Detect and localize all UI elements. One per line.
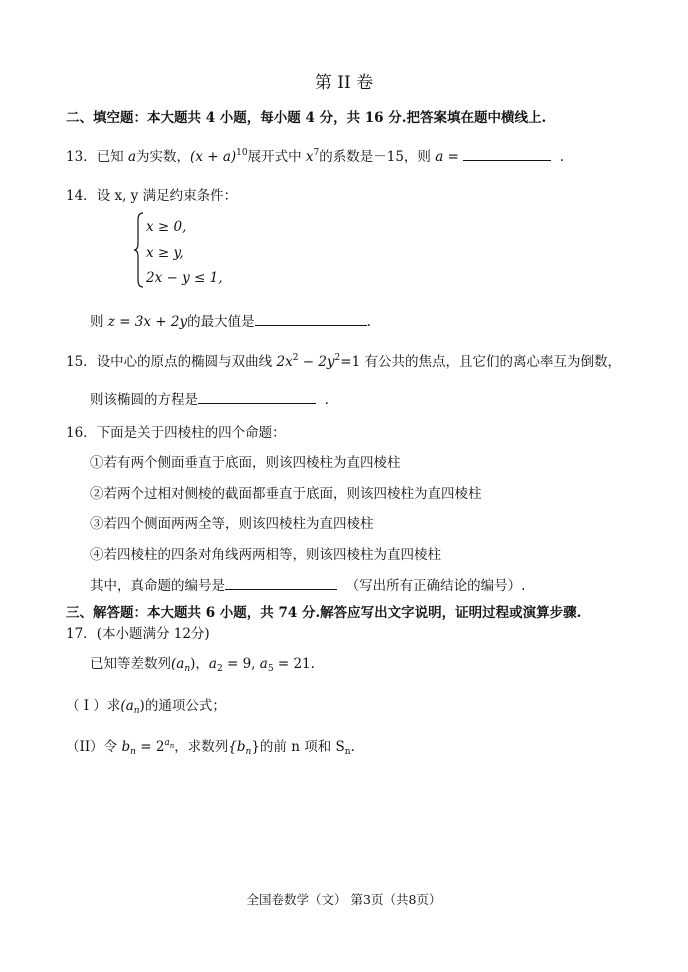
q17-a2: a (208, 656, 217, 672)
q17-given-text: 已知等差数列 (90, 656, 171, 672)
section-3-header: 三、解答题：本大题共 6 小题，共 74 分.解答应写出文字说明，证明过程或演算步骤. (66, 605, 582, 621)
q15-square-2: 2 (334, 353, 341, 363)
q14-expr: z = 3x + 2y (107, 314, 188, 330)
q17-part-1 (66, 694, 226, 714)
q17-a5-value: = 21. (273, 656, 315, 672)
q16-proposition-2: ②若两个过相对侧棱的截面都垂直于底面，则该四棱柱为直四棱柱 (90, 486, 482, 502)
q17-given (90, 652, 315, 672)
q13-x: x (305, 149, 314, 165)
q17-part1-an-sub: n (133, 706, 140, 716)
q13-text-1: 已知 (96, 149, 128, 165)
q17-part1-label: （ I ） (66, 698, 107, 714)
q14-answer-line (90, 310, 371, 330)
q16-answer-line (90, 574, 525, 594)
q13-number: 13． (66, 149, 97, 165)
q17-an-open: (a (171, 656, 185, 672)
q13-equals: = (443, 149, 464, 165)
q13-text-4: 的系数是－15，则 (319, 149, 436, 165)
q16-proposition-4: ④若四棱柱的四条对角线两两相等，则该四棱柱为直四棱柱 (90, 547, 441, 563)
question-15 (66, 350, 621, 370)
q16-text-2: （写出所有正确结论的编号）. (345, 578, 526, 594)
constraint-1: x ≥ 0, (146, 219, 187, 235)
q17-part1-text-1: 求 (106, 698, 121, 714)
q17-bn-sub: n (130, 747, 136, 757)
q15-answer-blank (198, 389, 316, 404)
q17-number: 17． (66, 626, 97, 642)
q17-bn: b (121, 739, 131, 755)
q17-a5: a (259, 656, 268, 672)
q15-text-2: 有公共的焦点，且它们的离心率互为倒数， (360, 354, 621, 370)
q14-number: 14． (66, 188, 97, 204)
q13-var-a-2: a (435, 149, 444, 165)
q13-exponent: 10 (236, 148, 248, 158)
q17-bn-set-close: } (251, 739, 260, 755)
constraint-2: x ≥ y, (146, 245, 184, 261)
q15-number: 15． (66, 354, 97, 370)
q13-answer-blank (463, 146, 551, 161)
q16-intro: 下面是关于四棱柱的四个命题： (96, 425, 286, 441)
q13-text-2: 为实数， (136, 149, 191, 165)
q17-an-sub: n (184, 664, 191, 674)
q13-exponent-7: 7 (313, 148, 320, 158)
q17-sn-sub: n (344, 747, 351, 757)
q13-text-3: 展开式中 (247, 149, 306, 165)
q17-part2-label: （II） (66, 739, 104, 755)
q15-expr-1: 2x (276, 354, 293, 370)
section-2-header: 二、填空题：本大题共 4 小题，每小题 4 分，共 16 分.把答案填在题中横线上. (66, 110, 547, 126)
q13-end: . (559, 149, 565, 165)
constraint-3: 2x − y ≤ 1, (146, 270, 223, 286)
question-13 (66, 145, 564, 165)
q17-part1-an-close: ) (139, 698, 145, 714)
q14-intro: 设 x, y 满足约束条件： (96, 188, 238, 204)
left-brace-icon (134, 212, 144, 288)
q17-part2-text-2: ，求数列 (174, 739, 229, 755)
page-footer: 全国卷数学（文） 第3页（共8页） (246, 892, 442, 907)
q15-expr-3: =1 (340, 354, 361, 370)
q16-number: 16． (66, 425, 97, 441)
q17-bn-set-open: {b (228, 739, 246, 755)
q14-answer-blank (255, 311, 367, 326)
q16-text-1: 其中，真命题的编号是 (90, 578, 225, 594)
q17-a2-value: = 9, (222, 656, 260, 672)
q14-text-2: 的最大值是 (187, 314, 255, 330)
q17-an-close: ) (190, 656, 196, 672)
q17-a5-sub: 5 (267, 664, 274, 674)
q15-text-1: 设中心的原点的椭圆与双曲线 (96, 354, 277, 370)
q16-proposition-3: ③若四个侧面两两全等，则该四棱柱为直四棱柱 (90, 516, 374, 532)
q17-exp-a (164, 738, 174, 748)
q16-proposition-1: ①若有两个侧面垂直于底面，则该四棱柱为直四棱柱 (90, 455, 401, 471)
q15-answer-line (90, 388, 329, 408)
q13-var-a: a (127, 149, 137, 165)
q17-comma: ， (195, 656, 209, 672)
q17-score: (本小题满分 12分) (96, 626, 210, 642)
q15-line-2: 则该椭圆的方程是 (90, 392, 198, 408)
q17-part1-an-open: (a (120, 698, 134, 714)
q16-answer-blank (225, 575, 337, 590)
q15-expr-2: − 2y (298, 354, 335, 370)
question-16 (66, 421, 286, 441)
q17-part2-end: . (350, 739, 355, 755)
q14-end: . (366, 314, 371, 330)
q14-text-1: 则 (90, 314, 108, 330)
q15-square-1: 2 (292, 353, 299, 363)
q17-bn-set-sub: n (245, 747, 252, 757)
q17-a2-sub: 2 (216, 664, 223, 674)
q13-expr: (x + a) (190, 149, 237, 165)
q17-exp-a-sub: n (169, 742, 175, 750)
q17-part2-text-3: 的前 n 项和 S (259, 739, 345, 755)
q15-end: . (324, 392, 329, 408)
q17-part-2 (66, 735, 355, 755)
q17-exp-a-letter: a (164, 738, 170, 748)
question-14 (66, 184, 237, 204)
page-title: 第 II 卷 (314, 73, 374, 93)
question-17 (66, 622, 210, 642)
q17-bn-eq: = 2 (135, 739, 165, 755)
q17-part2-text-1: 令 (103, 739, 122, 755)
q17-part1-text-2: 的通项公式； (144, 698, 226, 714)
